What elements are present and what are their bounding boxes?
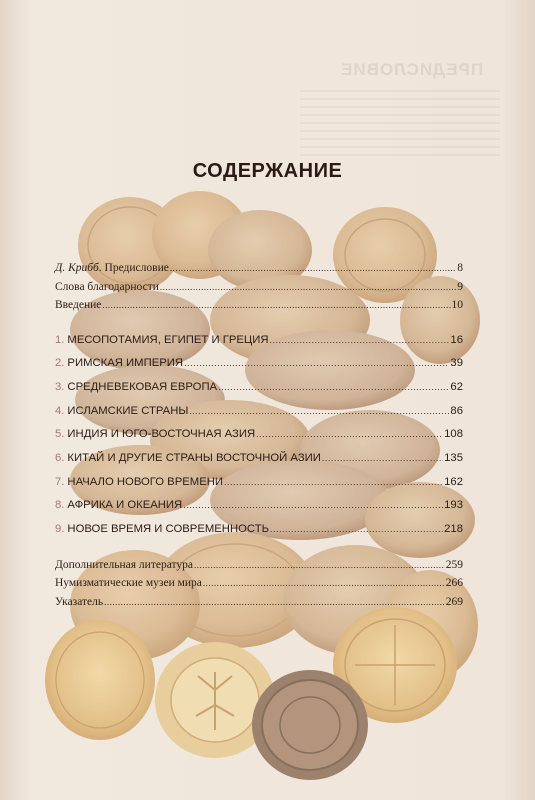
page-number: 62 — [450, 380, 463, 393]
page-number: 269 — [445, 595, 463, 608]
leader-dots — [194, 556, 445, 575]
leader-dots — [160, 278, 456, 297]
page-number: 86 — [450, 404, 463, 417]
leader-dots — [170, 259, 456, 278]
entry-label: Дополнительная литература — [55, 558, 193, 571]
toc-chapter-6[interactable] — [55, 447, 463, 471]
bleed-through-text: ПРЕДИСЛОВИЕ — [340, 60, 484, 79]
chapter-title: РИМСКАЯ ИМПЕРИЯ — [67, 357, 184, 370]
leader-dots — [104, 593, 445, 612]
page-number: 162 — [444, 475, 463, 488]
chapter-title: НОВОЕ ВРЕМЯ И СОВРЕМЕННОСТЬ — [67, 523, 270, 535]
chapter-title: АФРИКА И ОКЕАНИЯ — [67, 499, 183, 512]
chapter-title: СРЕДНЕВЕКОВАЯ ЕВРОПА — [67, 380, 218, 393]
chapter-number: 8. — [55, 499, 65, 512]
leader-dots — [256, 423, 443, 447]
toc-entry-introduction[interactable] — [55, 296, 463, 315]
toc-chapter-4[interactable] — [55, 400, 463, 424]
page-number: 135 — [444, 451, 463, 464]
leader-dots — [224, 471, 443, 495]
chapter-title: ИСЛАМСКИЕ СТРАНЫ — [67, 404, 189, 417]
chapter-number: 3. — [55, 380, 65, 393]
toc-entry-preface[interactable] — [55, 259, 463, 278]
page-number: 108 — [444, 428, 463, 441]
chapter-title: МЕСОПОТАМИЯ, ЕГИПЕТ И ГРЕЦИЯ — [67, 333, 269, 346]
toc-chapter-2[interactable] — [55, 352, 463, 376]
spacer — [55, 542, 463, 556]
toc-entry-acknowledgements[interactable] — [55, 278, 463, 297]
chapter-number: 2. — [55, 357, 65, 370]
chapter-title: КИТАЙ И ДРУГИЕ СТРАНЫ ВОСТОЧНОЙ АЗИИ — [67, 451, 321, 464]
leader-dots — [322, 447, 443, 471]
leader-dots — [270, 518, 443, 542]
leader-dots — [218, 376, 449, 400]
toc-chapter-9[interactable] — [55, 518, 463, 542]
page-number: 259 — [445, 558, 463, 571]
leader-dots — [183, 494, 443, 518]
page-number: 218 — [444, 523, 463, 535]
entry-label: Слова благодарности — [55, 280, 159, 293]
leader-dots — [270, 329, 450, 353]
entry-label: Нумизматические музеи мира — [55, 577, 202, 590]
page-number: 266 — [445, 577, 463, 590]
table-of-contents — [55, 259, 463, 611]
page-number: 10 — [451, 299, 463, 311]
page-number: 8 — [457, 262, 463, 274]
toc-chapter-3[interactable] — [55, 376, 463, 400]
chapter-number: 7. — [55, 475, 65, 488]
leader-dots — [203, 574, 445, 593]
page-number: 16 — [450, 333, 463, 346]
page-number: 39 — [450, 357, 463, 370]
preface-author: Д. Крибб — [55, 262, 99, 274]
page-number: 9 — [457, 280, 463, 293]
toc-chapter-7[interactable] — [55, 471, 463, 495]
toc-entry-index[interactable] — [55, 593, 463, 612]
chapter-title: НАЧАЛО НОВОГО ВРЕМЕНИ — [67, 475, 224, 488]
page-number: 193 — [444, 499, 463, 512]
chapter-number: 6. — [55, 451, 65, 464]
toc-entry-museums[interactable] — [55, 574, 463, 593]
chapter-number: 5. — [55, 428, 65, 441]
leader-dots — [184, 352, 449, 376]
chapter-number: 9. — [55, 523, 65, 535]
leader-dots — [102, 296, 450, 315]
spacer — [55, 315, 463, 329]
toc-chapter-1[interactable] — [55, 329, 463, 353]
entry-label: Указатель — [55, 595, 104, 608]
chapter-number: 1. — [55, 333, 65, 346]
toc-chapter-5[interactable] — [55, 423, 463, 447]
page-title: СОДЕРЖАНИЕ — [192, 160, 343, 182]
toc-entry-further-reading[interactable] — [55, 556, 463, 575]
toc-chapter-8[interactable] — [55, 494, 463, 518]
chapter-number: 4. — [55, 404, 65, 417]
leader-dots — [189, 400, 449, 424]
chapter-title: ИНДИЯ И ЮГО-ВОСТОЧНАЯ АЗИЯ — [67, 428, 256, 441]
preface-label: . Предисловие — [98, 262, 169, 274]
entry-label: Введение — [55, 299, 102, 311]
